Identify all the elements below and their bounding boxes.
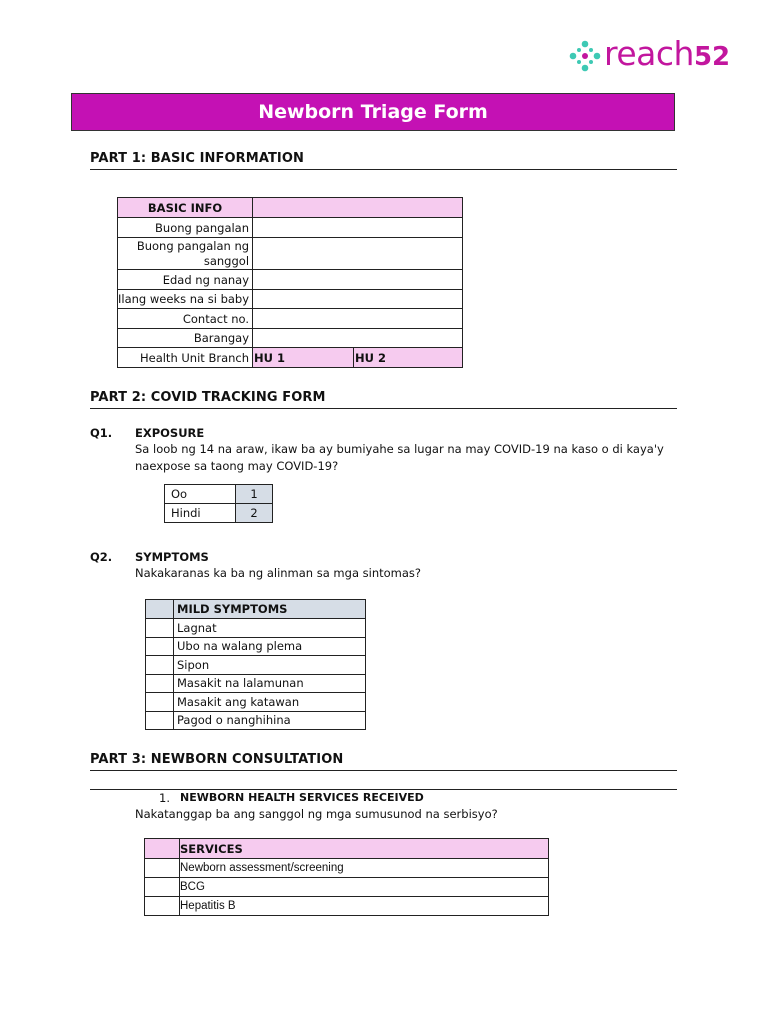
- form-title: Newborn Triage Form: [258, 101, 488, 123]
- table-row: [118, 238, 463, 270]
- basic-info-table: [117, 197, 463, 368]
- q2-title: SYMPTOMS: [135, 550, 209, 564]
- symptom-checkbox[interactable]: [146, 656, 174, 675]
- reach52-logo: [568, 34, 750, 74]
- item-title: NEWBORN HEALTH SERVICES RECEIVED: [180, 791, 424, 804]
- services-header: SERVICES: [180, 839, 549, 859]
- q1-number: Q1.: [90, 426, 113, 440]
- logo-number: 52: [693, 42, 731, 72]
- service-label: Hepatitis B: [180, 897, 549, 916]
- symptom-label: Ubo na walang plema: [174, 637, 366, 656]
- part2-heading: PART 2: COVID TRACKING FORM: [90, 390, 677, 409]
- baby-name-input[interactable]: [253, 238, 463, 270]
- table-row: [146, 693, 366, 712]
- table-row: [118, 309, 463, 329]
- table-row: [146, 711, 366, 730]
- logo-wordmark: [604, 34, 730, 77]
- table-row: [146, 674, 366, 693]
- symptom-label: Sipon: [174, 656, 366, 675]
- service-checkbox[interactable]: [145, 878, 180, 897]
- table-row: [118, 348, 463, 368]
- q1-text: Sa loob ng 14 na araw, ikaw ba ay bumiyahe sa lugar na may COVID-19 na kaso o di kaya'y naexpose sa taong may COVID-19?: [135, 442, 664, 473]
- field-label: Ilang weeks na si baby: [118, 290, 253, 309]
- table-header-row: [118, 198, 463, 218]
- option-label: Oo: [165, 485, 236, 504]
- q2-number: Q2.: [90, 550, 113, 564]
- basic-info-header: BASIC INFO: [118, 198, 253, 218]
- table-row: [146, 637, 366, 656]
- item-text: Nakatanggap ba ang sanggol ng mga sumusunod na serbisyo?: [135, 807, 498, 821]
- field-label: Buong pangalan: [118, 218, 253, 238]
- table-header-row: [146, 600, 366, 619]
- table-row: [118, 270, 463, 290]
- part1-heading: PART 1: BASIC INFORMATION: [90, 151, 677, 170]
- table-row: [146, 656, 366, 675]
- logo-text: reach: [604, 34, 694, 73]
- table-row: [146, 619, 366, 638]
- service-checkbox[interactable]: [145, 897, 180, 916]
- symptom-label: Pagod o nanghihina: [174, 711, 366, 730]
- service-checkbox[interactable]: [145, 859, 180, 878]
- check-column-header: [146, 600, 174, 619]
- service-label: BCG: [180, 878, 549, 897]
- option-code[interactable]: 2: [236, 504, 273, 523]
- table-row: [118, 290, 463, 309]
- table-row: [145, 897, 549, 916]
- hu2-option[interactable]: HU 2: [354, 348, 463, 368]
- basic-info-header-blank: [253, 198, 463, 218]
- symptom-checkbox[interactable]: [146, 619, 174, 638]
- symptom-checkbox[interactable]: [146, 674, 174, 693]
- table-row: [145, 878, 549, 897]
- q1-title: EXPOSURE: [135, 426, 205, 440]
- part3-heading: PART 3: NEWBORN CONSULTATION: [90, 752, 677, 771]
- table-row: [118, 329, 463, 348]
- plus-dots-icon: [568, 40, 602, 72]
- table-row: [145, 859, 549, 878]
- symptom-label: Masakit ang katawan: [174, 693, 366, 712]
- services-table: [144, 838, 549, 916]
- mother-age-input[interactable]: [253, 270, 463, 290]
- symptom-label: Lagnat: [174, 619, 366, 638]
- field-label: Contact no.: [118, 309, 253, 329]
- service-label: Newborn assessment/screening: [180, 859, 549, 878]
- item-number: 1.: [159, 791, 170, 805]
- field-label: Edad ng nanay: [118, 270, 253, 290]
- q2-text: Nakakaranas ka ba ng alinman sa mga sintomas?: [135, 566, 422, 580]
- field-label: Buong pangalan ng sanggol: [118, 238, 253, 270]
- option-code[interactable]: 1: [236, 485, 273, 504]
- check-column-header: [145, 839, 180, 859]
- full-name-input[interactable]: [253, 218, 463, 238]
- barangay-input[interactable]: [253, 329, 463, 348]
- field-label: Barangay: [118, 329, 253, 348]
- symptom-label: Masakit na lalamunan: [174, 674, 366, 693]
- symptom-checkbox[interactable]: [146, 711, 174, 730]
- exposure-options-table: [164, 484, 273, 523]
- divider: [90, 789, 677, 790]
- field-label: Health Unit Branch: [118, 348, 253, 368]
- symptom-checkbox[interactable]: [146, 637, 174, 656]
- hu1-option[interactable]: HU 1: [253, 348, 354, 368]
- form-title-banner: [71, 93, 675, 131]
- contact-input[interactable]: [253, 309, 463, 329]
- table-header-row: [145, 839, 549, 859]
- symptoms-header: MILD SYMPTOMS: [174, 600, 366, 619]
- table-row[interactable]: [165, 504, 273, 523]
- symptom-checkbox[interactable]: [146, 693, 174, 712]
- table-row: [118, 218, 463, 238]
- table-row[interactable]: [165, 485, 273, 504]
- symptoms-table: [145, 599, 366, 730]
- baby-weeks-input[interactable]: [253, 290, 463, 309]
- option-label: Hindi: [165, 504, 236, 523]
